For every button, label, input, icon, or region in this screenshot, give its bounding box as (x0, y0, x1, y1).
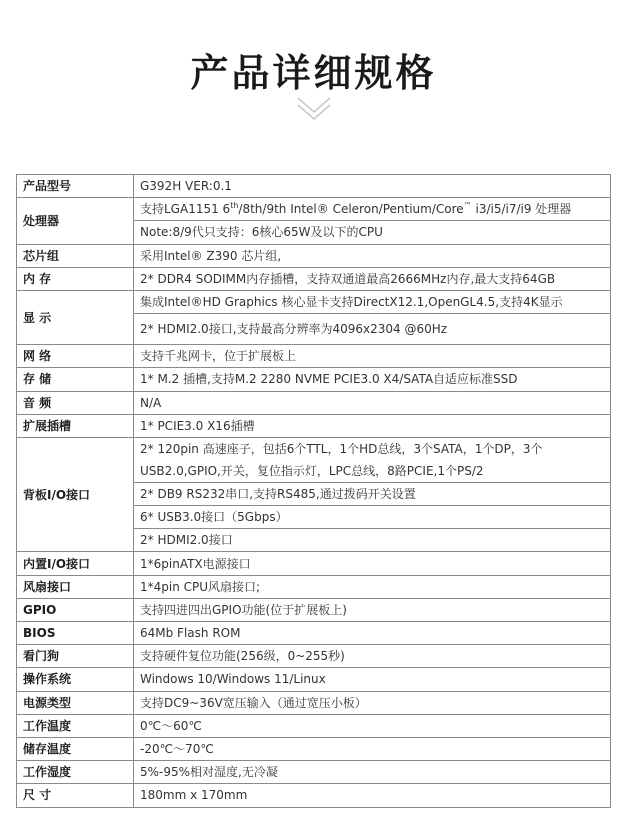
row-value: 支持千兆网卡，位于扩展板上 (134, 345, 611, 368)
table-row (17, 368, 611, 391)
row-label: 工作湿度 (17, 761, 134, 784)
row-label: 扩展插槽 (17, 414, 134, 437)
row-label: 看门狗 (17, 645, 134, 668)
row-value: N/A (134, 391, 611, 414)
cpu-sup-th: th (230, 201, 239, 211)
row-label: GPIO (17, 598, 134, 621)
row-value (134, 437, 611, 482)
row-value: 180mm x 170mm (134, 784, 611, 807)
table-row (17, 267, 611, 290)
table-row (17, 345, 611, 368)
table-row (17, 737, 611, 760)
row-value: 0℃～60℃ (134, 714, 611, 737)
cpu-text-a: 支持LGA1151 6 (140, 202, 231, 217)
table-row (17, 668, 611, 691)
row-label: 风扇接口 (17, 575, 134, 598)
row-label: 储存温度 (17, 737, 134, 760)
row-value: Windows 10/Windows 11/Linux (134, 668, 611, 691)
row-label: 操作系统 (17, 668, 134, 691)
table-row (17, 175, 611, 198)
table-row (17, 198, 611, 221)
backio-line-1: 2* 120pin 高速座子，包括6个TTL，1个HD总线，3个SATA，1个DP，3个 (140, 441, 543, 456)
table-row (17, 391, 611, 414)
cpu-text-c: i3/i5/i7/i9 处理器 (471, 202, 572, 217)
row-value (134, 198, 611, 221)
row-label: 内 存 (17, 267, 134, 290)
row-label: 芯片组 (17, 244, 134, 267)
row-label: BIOS (17, 622, 134, 645)
row-label: 工作温度 (17, 714, 134, 737)
row-label: 内置I/O接口 (17, 552, 134, 575)
row-value: 1* PCIE3.0 X16插槽 (134, 414, 611, 437)
table-row (17, 645, 611, 668)
table-row (17, 437, 611, 482)
table-row (17, 761, 611, 784)
table-row (17, 622, 611, 645)
row-value: 64Mb Flash ROM (134, 622, 611, 645)
row-value: 1*4pin CPU风扇接口; (134, 575, 611, 598)
table-row (17, 575, 611, 598)
row-label: 音 频 (17, 391, 134, 414)
row-value: 6* USB3.0接口（5Gbps） (134, 506, 611, 529)
chevron-down-icon (296, 96, 332, 122)
table-row (17, 290, 611, 313)
row-value: 1*6pinATX电源接口 (134, 552, 611, 575)
cpu-text-b: /8th/9th Intel® Celeron/Pentium/Core (238, 202, 464, 217)
row-value: -20℃～70℃ (134, 737, 611, 760)
row-value: 支持四进四出GPIO功能(位于扩展板上) (134, 598, 611, 621)
row-value: 5%-95%相对湿度,无冷凝 (134, 761, 611, 784)
row-value: 2* HDMI2.0接口 (134, 529, 611, 552)
row-value: 支持硬件复位功能(256级，0~255秒) (134, 645, 611, 668)
row-label: 存 储 (17, 368, 134, 391)
row-value: 采用Intel® Z390 芯片组, (134, 244, 611, 267)
table-row (17, 598, 611, 621)
row-label: 电源类型 (17, 691, 134, 714)
row-value: 集成Intel®HD Graphics 核心显卡支持DirectX12.1,OpenGL4.5,支持4K显示 (134, 290, 611, 313)
backio-line-2: USB2.0,GPIO,开关，复位指示灯，LPC总线，8路PCIE,1个PS/2 (140, 463, 484, 478)
row-value: 2* HDMI2.0接口,支持最高分辨率为4096x2304 @60Hz (134, 314, 611, 345)
row-label: 处理器 (17, 198, 134, 244)
row-value: 支持DC9~36V宽压输入（通过宽压小板） (134, 691, 611, 714)
table-row (17, 714, 611, 737)
row-label: 网 络 (17, 345, 134, 368)
row-label: 产品型号 (17, 175, 134, 198)
table-row (17, 244, 611, 267)
table-row (17, 691, 611, 714)
row-value: 2* DDR4 SODIMM内存插槽，支持双通道最高2666MHz内存,最大支持64GB (134, 267, 611, 290)
table-row (17, 414, 611, 437)
row-value: 1* M.2 插槽,支持M.2 2280 NVME PCIE3.0 X4/SATA自适应标准SSD (134, 368, 611, 391)
row-value: G392H VER:0.1 (134, 175, 611, 198)
cpu-sup-tm: ™ (463, 201, 472, 211)
page-title: 产品详细规格 (190, 51, 437, 95)
row-value: 2* DB9 RS232串口,支持RS485,通过拨码开关设置 (134, 482, 611, 505)
spec-table (16, 174, 611, 808)
row-label: 尺 寸 (17, 784, 134, 807)
row-label: 显 示 (17, 290, 134, 344)
table-row (17, 784, 611, 807)
row-label: 背板I/O接口 (17, 437, 134, 552)
row-value: Note:8/9代只支持：6核心65W及以下的CPU (134, 221, 611, 244)
table-row (17, 552, 611, 575)
